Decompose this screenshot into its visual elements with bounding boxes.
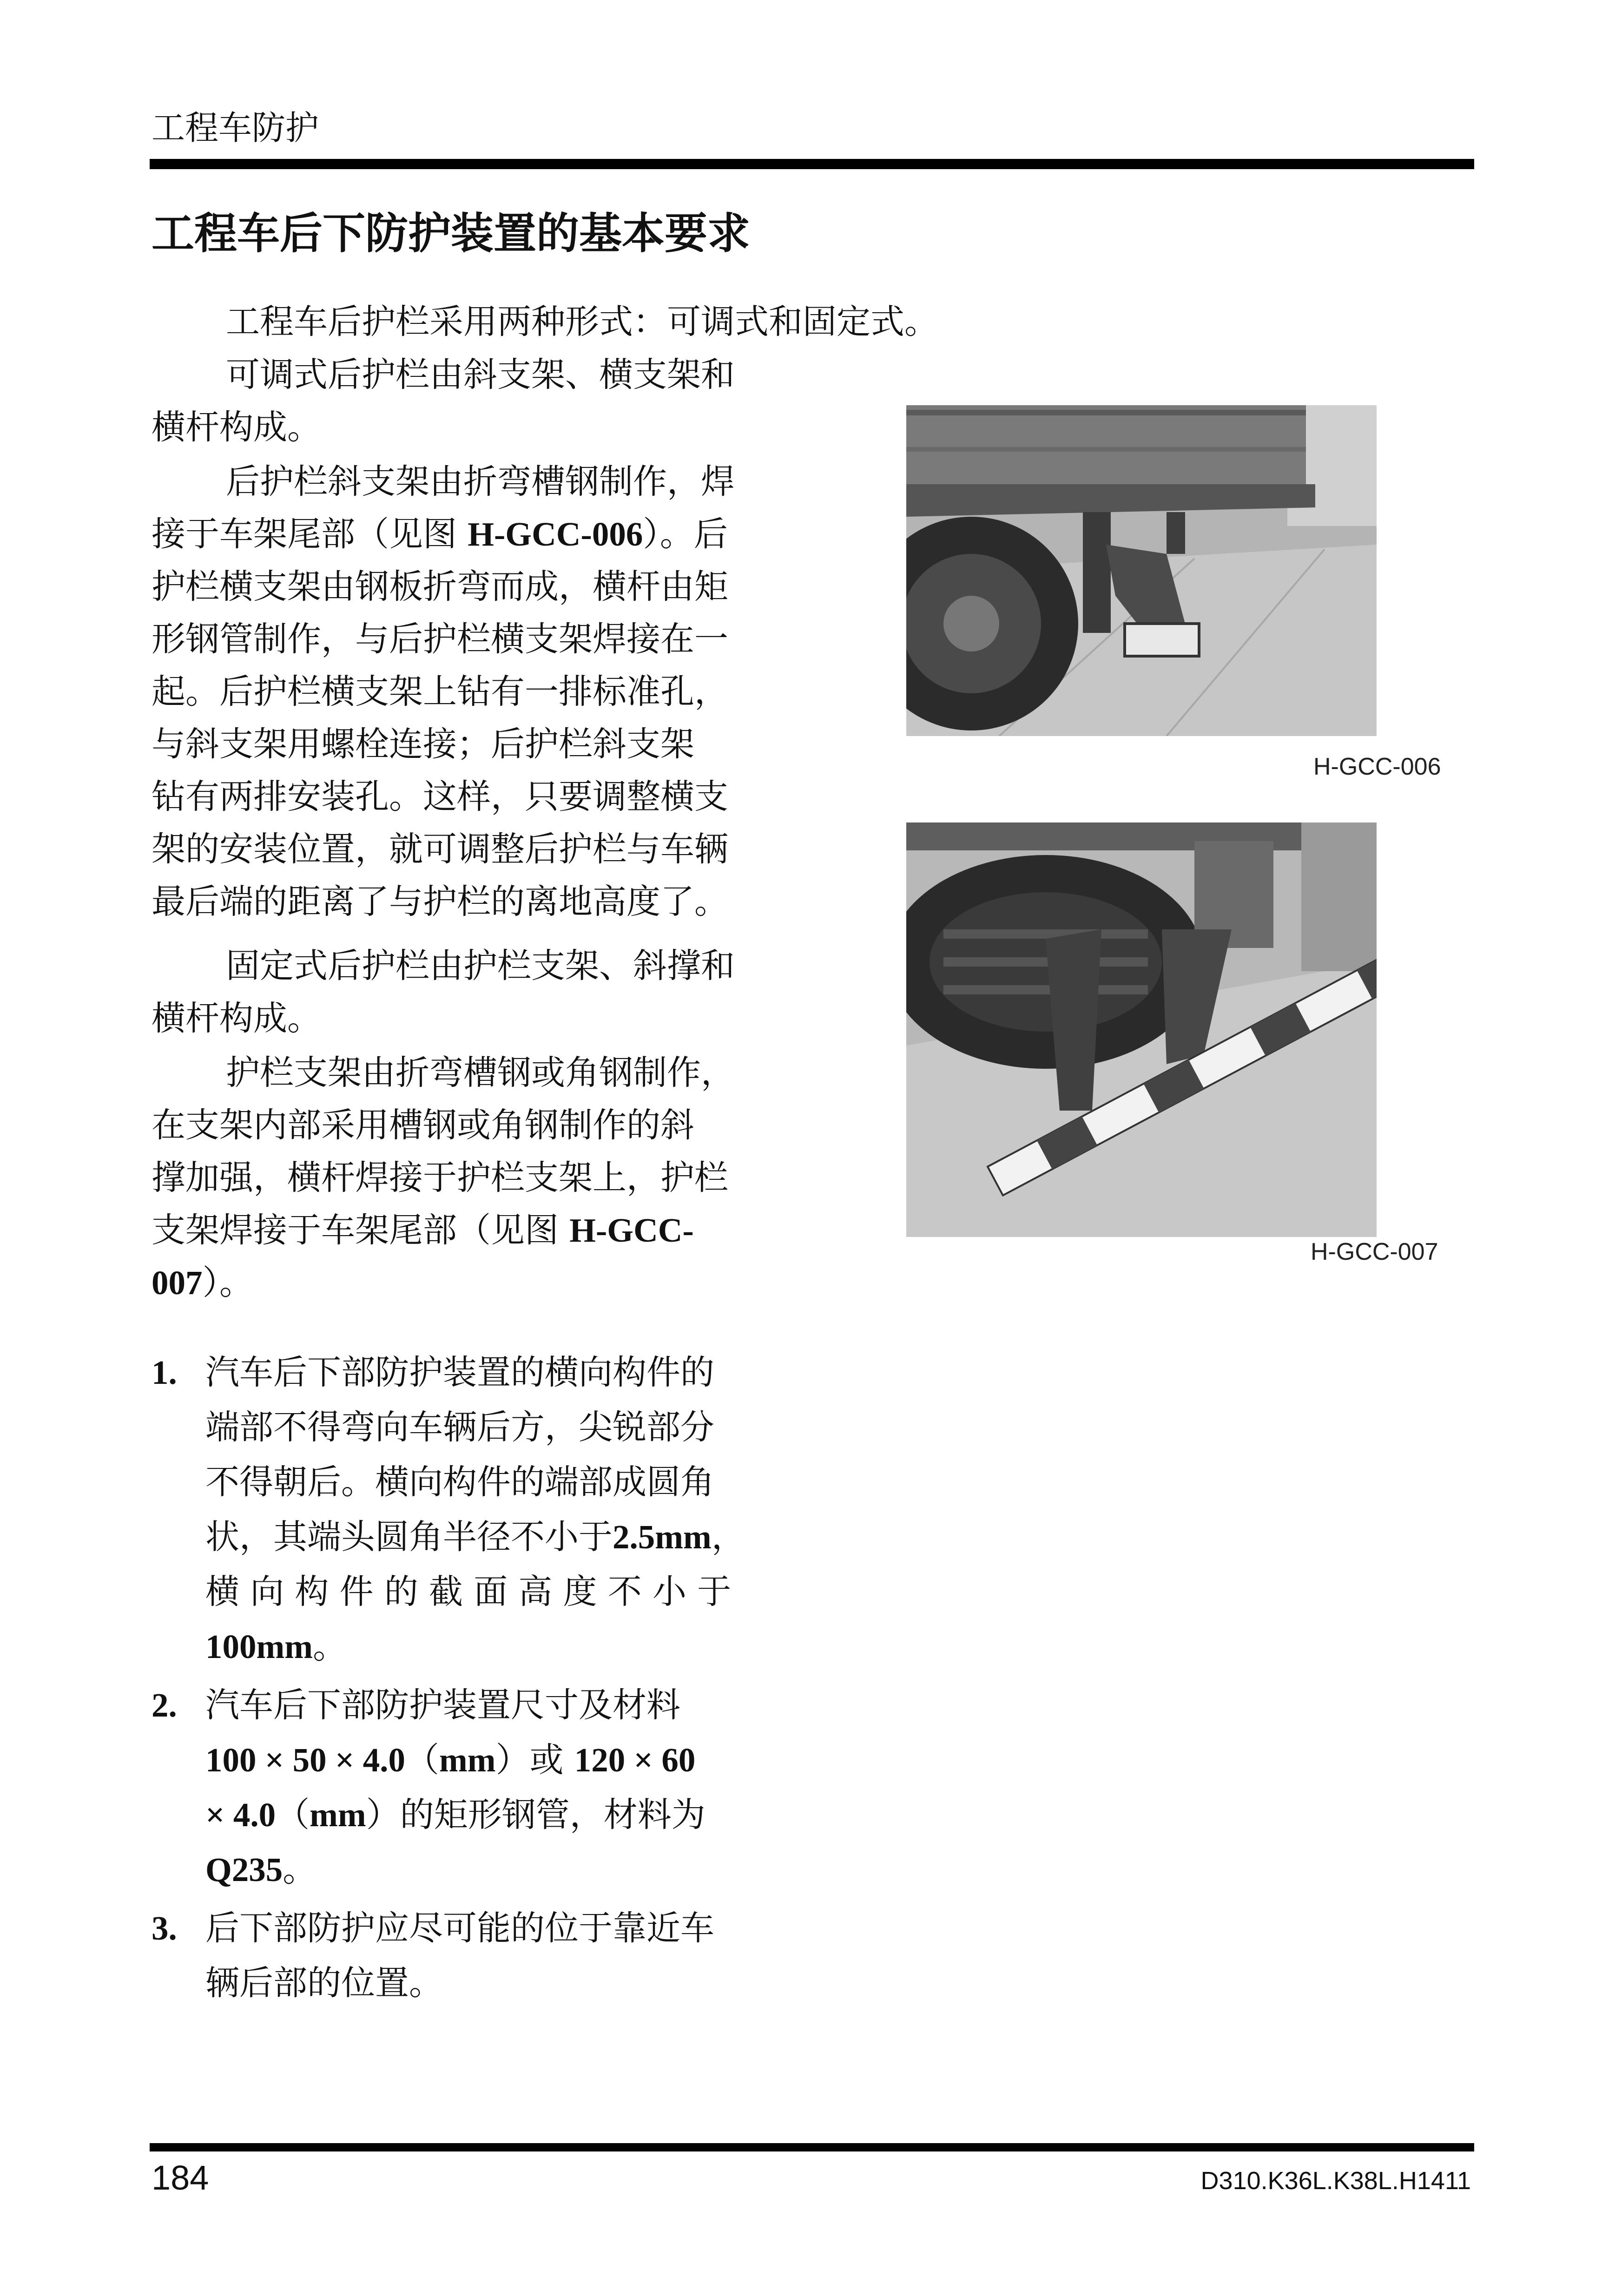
text-line: 最后端的距离了与护栏的离地高度了。	[152, 882, 728, 921]
list-number: 2.	[152, 1686, 177, 1724]
header-rule	[150, 159, 1474, 169]
figure-photo-adjustable-guard	[906, 405, 1377, 736]
text-line: Q235。	[205, 1850, 317, 1889]
truck-rear-guard-photo-icon	[906, 405, 1377, 736]
text-line: 撑加强，横杆焊接于护栏支架上，护栏	[152, 1158, 728, 1197]
text-line: 汽车后下部防护装置的横向构件的	[205, 1353, 714, 1392]
text-line: 可调式后护栏由斜支架、横支架和	[226, 355, 735, 395]
text-line: 接于车架尾部（见图 H-GCC-006）。后	[152, 514, 728, 554]
figure-photo-fixed-guard	[906, 822, 1377, 1237]
text-line: 钻有两排安装孔。这样，只要调整横支	[152, 777, 728, 816]
text-line: 汽车后下部防护装置尺寸及材料	[205, 1685, 680, 1725]
footer-rule	[150, 2143, 1474, 2151]
fixed-paragraph	[152, 940, 735, 1045]
requirements-list	[152, 1345, 811, 2014]
truck-rear-bar-photo-icon	[906, 822, 1377, 1237]
section-header: 工程车防护	[152, 108, 319, 147]
text-line: 不得朝后。横向构件的端部成圆角	[205, 1462, 714, 1502]
text-line: 端部不得弯向车辆后方，尖锐部分	[205, 1408, 714, 1447]
text-line: 横杆构成。	[152, 408, 321, 447]
text-line: 横杆构成。	[152, 999, 321, 1038]
adjustable-paragraph	[152, 349, 735, 454]
figure-ref: 007	[152, 1264, 203, 1302]
text-line: 在支架内部采用槽钢或角钢制作的斜	[152, 1105, 694, 1145]
document-code: D310.K36L.K38L.H1411	[1200, 2167, 1471, 2195]
page-title: 工程车后下防护装置的基本要求	[152, 209, 751, 258]
dimension-value: 2.5mm	[613, 1518, 712, 1556]
text-line: 横 向 构 件 的 截 面 高 度 不 小 于	[205, 1572, 732, 1612]
list-item	[152, 1678, 811, 1897]
text-line: 后下部防护应尽可能的位于靠近车	[205, 1908, 714, 1948]
text-line: 状，其端头圆角半径不小于2.5mm，	[205, 1517, 745, 1557]
list-number: 3.	[152, 1909, 177, 1947]
figure-caption: H-GCC-006	[1313, 753, 1441, 780]
material-value: Q235	[205, 1851, 283, 1888]
text-line: 后护栏斜支架由折弯槽钢制作，焊	[226, 462, 735, 501]
text-line: 护栏支架由折弯槽钢或角钢制作，	[226, 1053, 735, 1092]
text-line: × 4.0（mm）的矩形钢管，材料为	[205, 1795, 705, 1835]
list-number: 1.	[152, 1354, 177, 1391]
dimension-value: 100mm	[205, 1628, 313, 1665]
text-line: 起。后护栏横支架上钻有一排标准孔，	[152, 672, 728, 711]
text-line: 100mm。	[205, 1627, 347, 1666]
text-line: 辆后部的位置。	[205, 1963, 443, 2003]
text-line: 护栏横支架由钢板折弯而成，横杆由矩	[152, 567, 728, 606]
text-line: 架的安装位置，就可调整后护栏与车辆	[152, 829, 728, 869]
text-line: 形钢管制作，与后护栏横支架焊接在一	[152, 619, 728, 659]
text-line: 支架焊接于车架尾部（见图 H-GCC-	[152, 1210, 694, 1250]
text-line: 100 × 50 × 4.0（mm）或 120 × 60	[205, 1740, 696, 1780]
page-number: 184	[152, 2158, 209, 2197]
text-line: 007）。	[152, 1263, 253, 1303]
text-line: 与斜支架用螺栓连接；后护栏斜支架	[152, 724, 694, 764]
intro-line: 工程车后护栏采用两种形式：可调式和固定式。	[226, 302, 938, 342]
list-item	[152, 1901, 811, 2011]
figure-ref: H-GCC-	[569, 1211, 694, 1249]
bracket-paragraph	[152, 1046, 735, 1309]
detail-paragraph	[152, 455, 735, 928]
text-line: 固定式后护栏由护栏支架、斜撑和	[226, 946, 735, 986]
list-item	[152, 1345, 811, 1674]
intro-paragraph	[152, 296, 938, 348]
figure-ref: H-GCC-006	[468, 515, 643, 553]
figure-caption: H-GCC-007	[1311, 1238, 1438, 1265]
